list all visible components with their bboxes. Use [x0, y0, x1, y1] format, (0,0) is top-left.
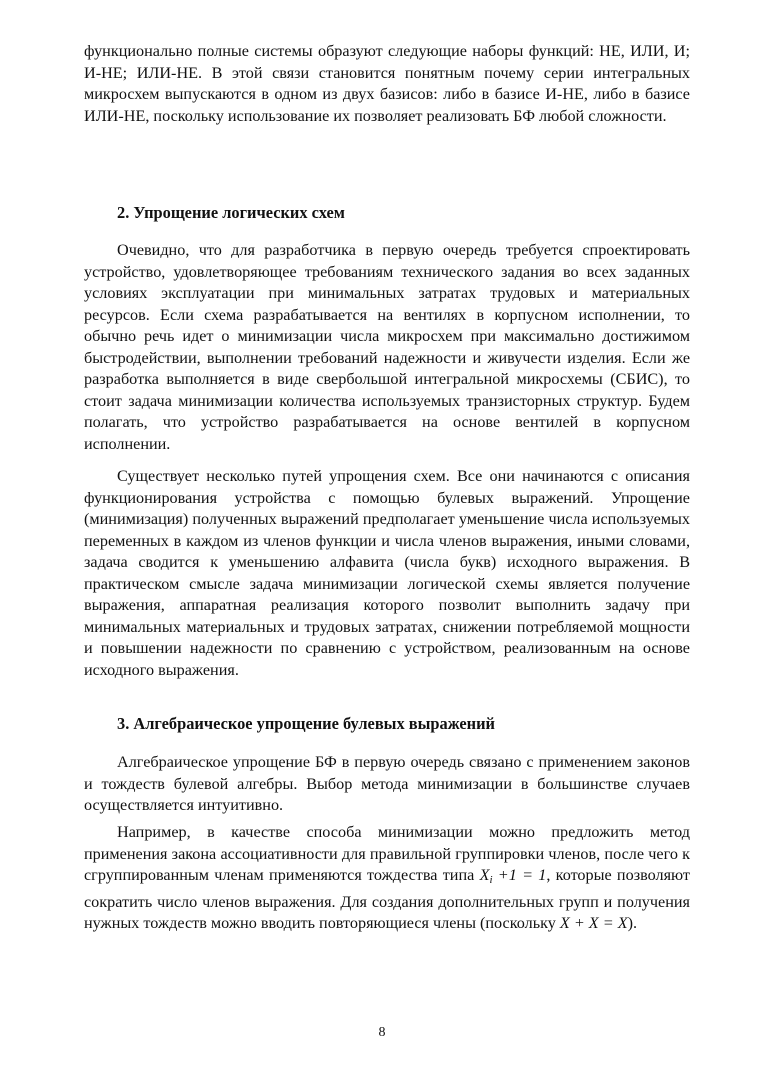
formula-identity-variable: X [479, 866, 490, 884]
formula-identity [480, 866, 547, 884]
paragraph-section3-2-part-1: Например, в качестве способа минимизации можно предложить метод применения закона ассоциативности для правильной группировки членов, после чего к сгруппированным членам применяются тождества типа [84, 823, 690, 884]
formula-idempotence: X + X = X [559, 914, 628, 932]
formula-identity-rest: +1 = 1 [492, 866, 547, 884]
paragraph-section3-1: Алгебраическое упрощение БФ в первую очередь связано с применением законов и тождеств булевой алгебры. Выбор метода минимизации в большинстве случаев осуществляется интуитивно. [84, 753, 690, 814]
page-number: 8 [378, 1025, 386, 1040]
section-heading-3: 3. Алгебраическое упрощение булевых выражений [117, 714, 495, 733]
paragraph-section3-2-part-3: ). [627, 914, 638, 932]
paragraph-section3-2-part-2: , которые позволяют сократить число членов выражения. Для создания дополнительных групп и получения нужных тождеств можно вводить повторяющиеся члены (поскольку [84, 866, 690, 932]
formula-identity-subscript: i [489, 874, 493, 886]
paragraph-section2-2: Существует несколько путей упрощения схем. Все они начинаются с описания функционирования устройства с помощью булевых выражений. Упрощение (минимизация) полученных выражений предполагает уменьшение числа используемых переменных в каждом из членов функции и числа членов выражения, иными словами, задача сводится к уменьшению алфавита (числа букв) исходного выражения. В практическом смысле задача минимизации логической схемы является получение выражения, аппаратная реализация которого позволит выполнить задачу при минимальных материальных и трудовых затратах, снижении потребляемой мощности и повышении надежности по сравнению с устройством, реализованным на основе исходного выражения. [84, 467, 690, 679]
paragraph-intro: функционально полные системы образуют следующие наборы функций: НЕ, ИЛИ, И; И-НЕ; ИЛИ-НЕ. В этой связи становится понятным почему серии интегральных микросхем выпускаются в одном из двух базисов: либо в базисе И-НЕ, либо в базисе ИЛИ-НЕ, поскольку использование их позволяет реализовать БФ любой сложности. [84, 42, 690, 125]
section-heading-2: 2. Упрощение логических схем [117, 203, 345, 222]
paragraph-section2-1: Очевидно, что для разработчика в первую очередь требуется спроектировать устройство, удовлетворяющее требованиям технического задания во всех заданных условиях эксплуатации при минимальных затратах трудовых и материальных ресурсов. Если схема разрабатывается на вентилях в корпусном исполнении, то обычно речь идет о минимизации числа микросхем при максимально достижимом быстродействии, выполнении требований надежности и живучести изделия. Если же разработка выполняется в виде свербольшой интегральной микросхемы (СБИС), то стоит задача минимизации количества используемых транзисторных структур. Будем полагать, что устройство разрабатывается на основе вентилей в корпусном исполнении. [84, 241, 690, 453]
paragraph-section3-2 [84, 822, 690, 935]
